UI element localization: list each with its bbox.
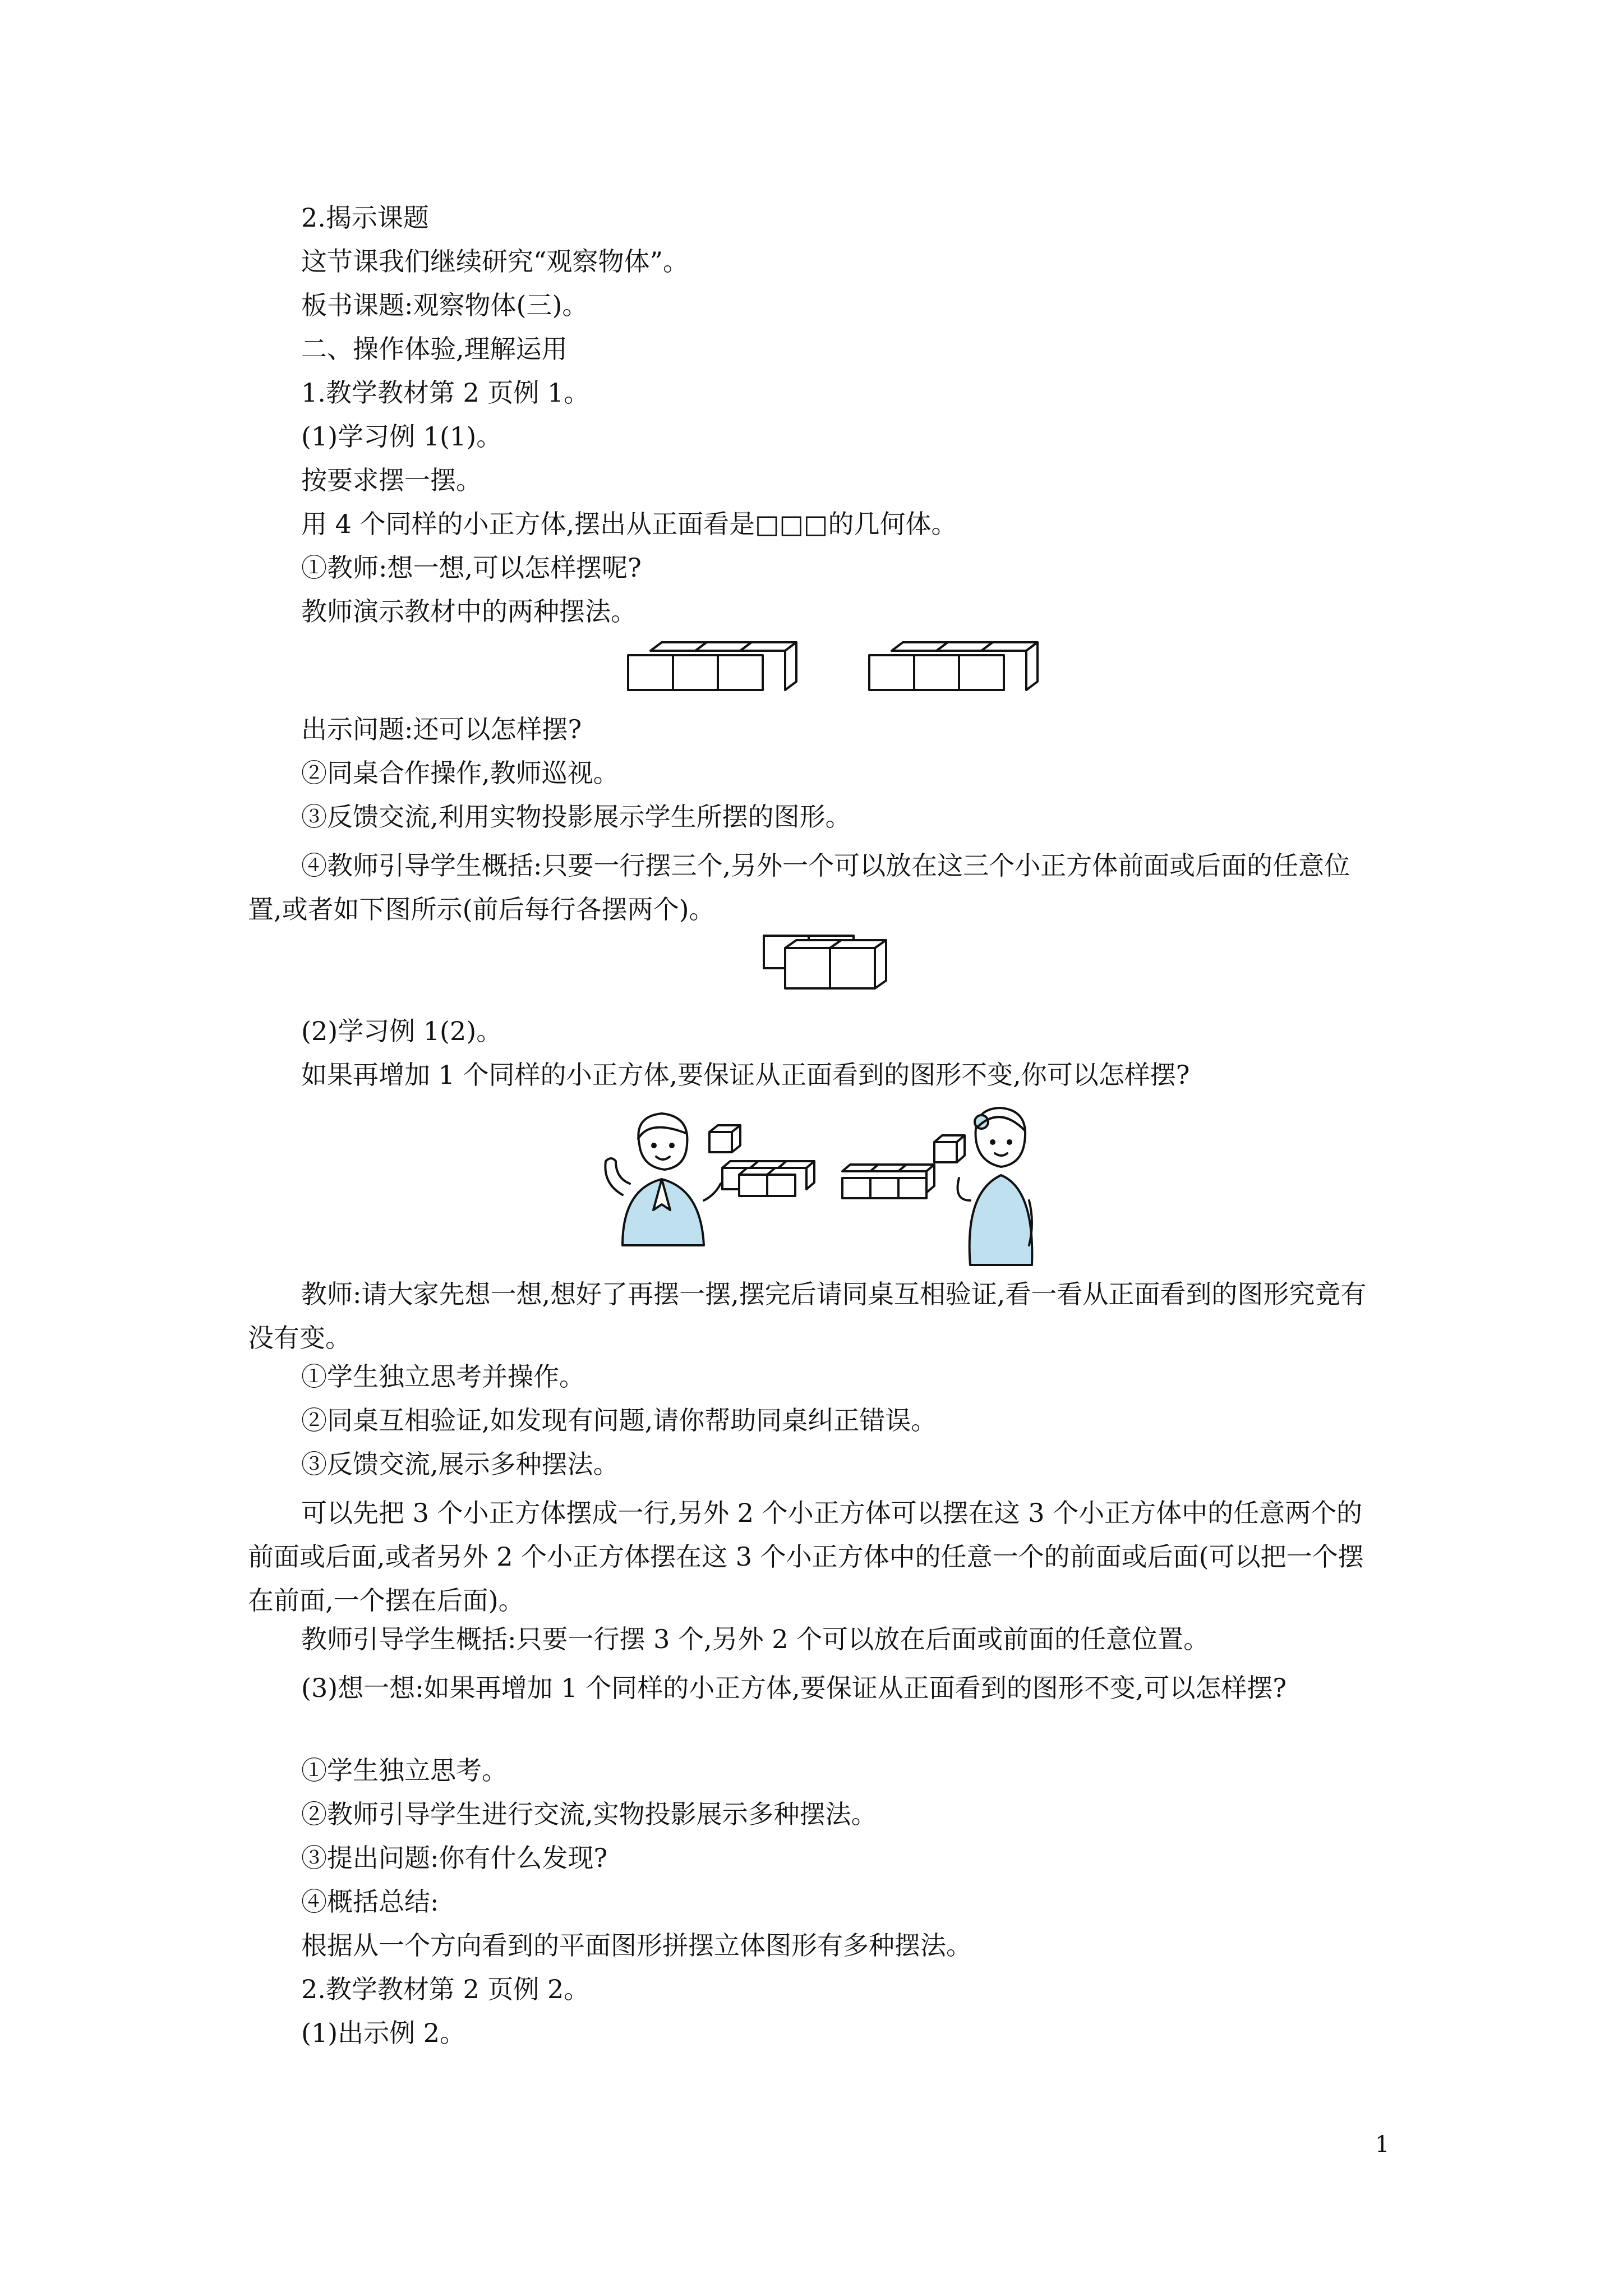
paragraph: 教师:请大家先想一想,想好了再摆一摆,摆完后请同桌互相验证,看一看从正面看到的图形究竟有没有变。 — [248, 1279, 1367, 1353]
paragraph: ①学生独立思考。 — [301, 1755, 508, 1786]
paragraph: 按要求摆一摆。 — [301, 465, 482, 495]
paragraph: 教师演示教材中的两种摆法。 — [301, 596, 637, 627]
section-heading: 2.揭示课题 — [301, 203, 429, 233]
paragraph: 这节课我们继续研究“观察物体”。 — [301, 246, 689, 277]
paragraph: ④概括总结: — [301, 1887, 439, 1917]
paragraph: 如果再增加 1 个同样的小正方体,要保证从正面看到的图形不变,你可以怎样摆? — [301, 1060, 1190, 1090]
paragraph: ③反馈交流,展示多种摆法。 — [301, 1449, 619, 1479]
paragraph: ②同桌合作操作,教师巡视。 — [301, 758, 619, 788]
paragraph: ②教师引导学生进行交流,实物投影展示多种摆法。 — [301, 1799, 877, 1829]
paragraph: ②同桌互相验证,如发现有问题,请你帮助同桌纠正错误。 — [301, 1405, 937, 1435]
girl-figure — [958, 1108, 1032, 1265]
children-with-cubes-illustration — [600, 1105, 1038, 1268]
boy-figure — [605, 1114, 721, 1245]
cube-arrangement-b — [869, 642, 1038, 690]
paragraph: ③反馈交流,利用实物投影展示学生所摆的图形。 — [301, 802, 851, 832]
example-heading: 2.教学教材第 2 页例 2。 — [301, 1974, 590, 2004]
girl-cubes — [842, 1135, 965, 1198]
part-heading: 二、操作体验,理解运用 — [301, 334, 568, 364]
example-heading: 1.教学教材第 2 页例 1。 — [301, 378, 590, 408]
subheading: (1)学习例 1(1)。 — [301, 421, 502, 452]
paragraph: 板书课题:观察物体(三)。 — [301, 290, 588, 320]
paragraph: ④教师引导学生概括:只要一行摆三个,另外一个可以放在这三个小正方体前面或后面的任意位置,或者如下图所示(前后每行各摆两个)。 — [248, 850, 1350, 924]
paragraph: ①学生独立思考并操作。 — [301, 1361, 585, 1392]
paragraph: ①教师:想一想,可以怎样摆呢? — [301, 553, 642, 583]
subheading: (3)想一想:如果再增加 1 个同样的小正方体,要保证从正面看到的图形不变,可以怎样摆? — [301, 1673, 1287, 1703]
paragraph: 教师引导学生概括:只要一行摆 3 个,另外 2 个可以放在后面或前面的任意位置。 — [301, 1624, 1210, 1654]
cube-figure-1 — [634, 639, 970, 701]
subheading: (2)学习例 1(2)。 — [301, 1016, 502, 1046]
paragraph: 可以先把 3 个小正方体摆成一行,另外 2 个小正方体可以摆在这 3 个小正方体中的任意两个的前面或后面,或者另外 2 个小正方体摆在这 3 个小正方体中的任意一个的前面或后面(可以把一个摆在前面,一个摆在后面)。 — [248, 1498, 1364, 1616]
paragraph: 出示问题:还可以怎样摆? — [301, 714, 582, 744]
cube-arrangement-a — [628, 642, 796, 690]
paragraph: ③提出问题:你有什么发现? — [301, 1843, 608, 1873]
paragraph: 用 4 个同样的小正方体,摆出从正面看是□□□的几何体。 — [301, 509, 957, 539]
boy-cubes — [709, 1125, 814, 1196]
page-number: 1 — [1375, 2132, 1390, 2157]
cube-figure-2 — [763, 931, 931, 999]
subheading: (1)出示例 2。 — [301, 2018, 466, 2048]
paragraph: 根据从一个方向看到的平面图形拼摆立体图形有多种摆法。 — [301, 1930, 972, 1961]
